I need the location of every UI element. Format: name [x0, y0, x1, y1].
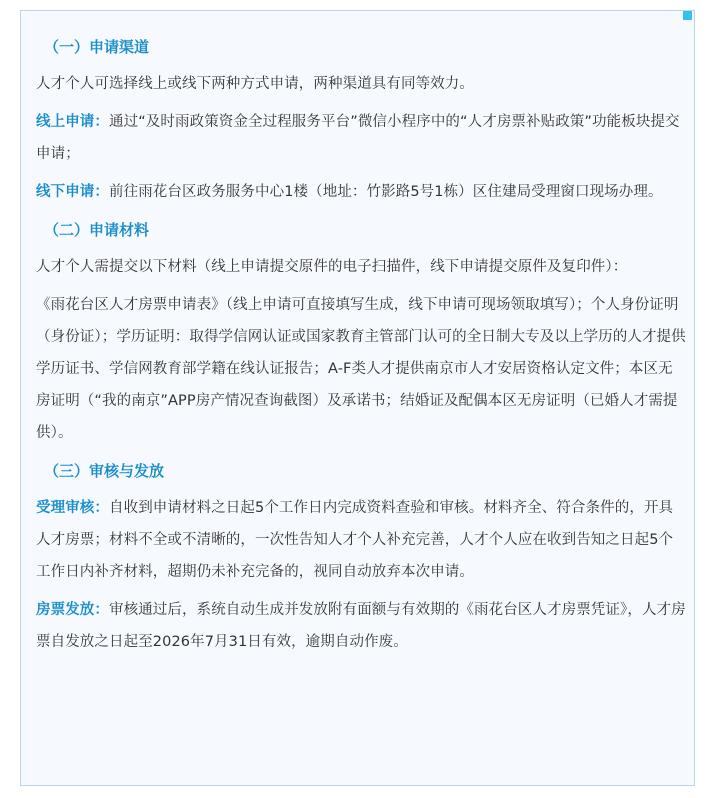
issue-label: 房票发放：	[36, 602, 109, 618]
offline-application	[36, 176, 686, 208]
channels-intro: 人才个人可选择线上或线下两种方式申请，两种渠道具有同等效力。	[36, 76, 474, 92]
offline-text: 前往雨花台区政务服务中心1楼（地址：竹影路5号1栋）区住建局受理窗口现场办理。	[109, 184, 663, 200]
materials-intro: 人才个人需提交以下材料（线上申请提交原件的电子扫描件，线下申请提交原件及复印件）：	[36, 259, 628, 275]
section-heading-review: （三）审核与发放	[44, 462, 165, 480]
review-paragraph	[36, 492, 686, 588]
article-body	[36, 31, 686, 664]
offline-label: 线下申请：	[36, 184, 109, 200]
review-label: 受理审核：	[36, 500, 109, 516]
section-heading-channels: （一）申请渠道	[44, 38, 150, 56]
online-application	[36, 106, 686, 170]
issue-text: 审核通过后，系统自动生成并发放附有面额与有效期的《雨花台区人才房票凭证》，人才房票自发放之日起至2026年7月31日有效，逾期自动作废。	[36, 602, 686, 650]
corner-decoration	[683, 11, 692, 20]
section-heading-materials: （二）申请材料	[44, 221, 150, 239]
online-label: 线上申请：	[36, 114, 109, 130]
online-text: 通过“及时雨政策资金全过程服务平台”微信小程序中的“人才房票补贴政策”功能板块提交申请；	[36, 114, 680, 162]
review-text: 自收到申请材料之日起5个工作日内完成资料查验和审核。材料齐全、符合条件的，开具人才房票；材料不全或不清晰的，一次性告知人才个人补充完善，人才个人应在收到告知之日起5个工作日内补齐材料，超期仍未补充完备的，视同自动放弃本次申请。	[36, 500, 674, 580]
issue-paragraph	[36, 594, 686, 658]
materials-list: 《雨花台区人才房票申请表》（线上申请可直接填写生成，线下申请可现场领取填写）；个人身份证明（身份证）；学历证明：取得学信网认证或国家教育主管部门认可的全日制大专及以上学历的人才提供学历证书、学信网教育部学籍在线认证报告；A-F类人才提供南京市人才安居资格认定文件；本区无房证明（“我的南京”APP房产情况查询截图）及承诺书；结婚证及配偶本区无房证明（已婚人才需提供）。	[36, 297, 686, 441]
